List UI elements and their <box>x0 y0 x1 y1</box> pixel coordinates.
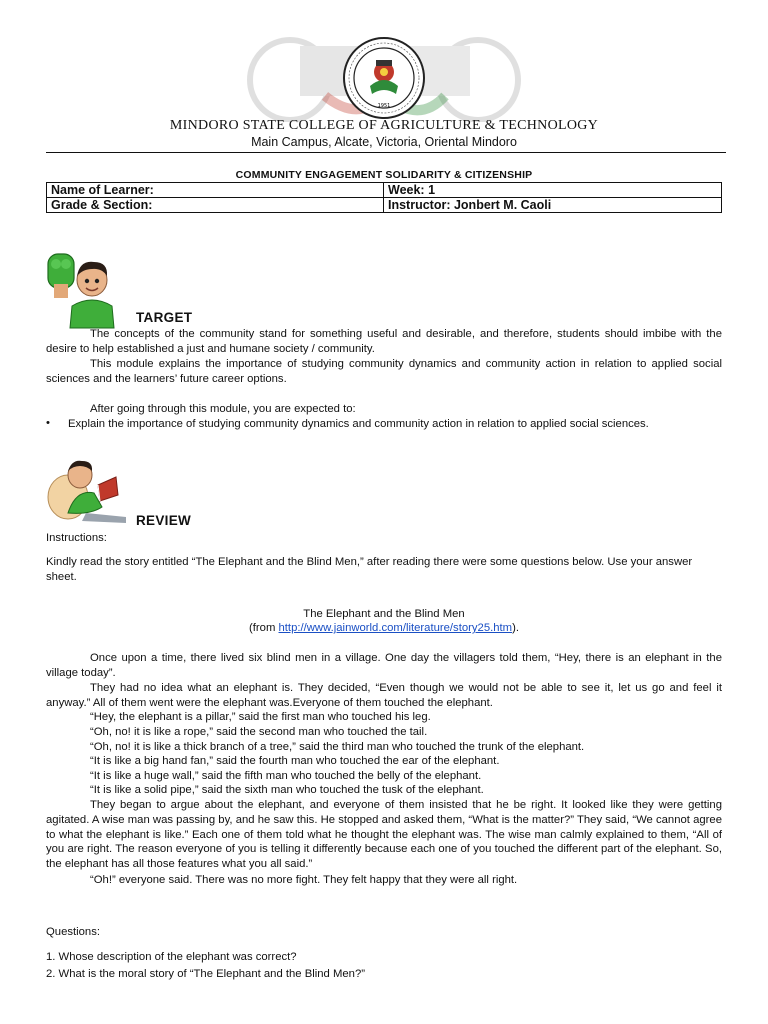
college-name: MINDORO STATE COLLEGE OF AGRICULTURE & TECHNOLOGY <box>169 118 599 133</box>
grade-section-cell[interactable]: Grade & Section: <box>47 198 384 213</box>
story-paragraph: “Oh, no! it is like a rope,” said the second man who touched the tail. <box>90 726 428 738</box>
table-row <box>47 183 722 198</box>
bullet-symbol: • <box>46 417 50 429</box>
story-paragraph: “It is like a solid pipe,” said the sixth man who touched the tusk of the elephant. <box>90 784 484 796</box>
question-item: 2. What is the moral story of “The Elephant and the Blind Men?” <box>46 968 365 980</box>
name-of-learner-cell[interactable]: Name of Learner: <box>47 183 384 198</box>
course-title: COMMUNITY ENGAGEMENT SOLIDARITY & CITIZENSHIP <box>235 169 533 181</box>
seal-year: 1951 <box>377 103 391 109</box>
story-paragraph: They had no idea what an elephant is. They decided, “Even though we would not be able to see it, let us go and feel it anyway.” All of them went were the elephant was.Everyone of them touched the elephant. <box>46 682 722 709</box>
college-logo <box>230 36 538 122</box>
review-reading-avatar-icon <box>46 455 132 527</box>
question-item: 1. Whose description of the elephant was correct? <box>46 951 297 963</box>
week-cell: Week: 1 <box>384 183 722 198</box>
target-avatar-icon <box>44 250 124 330</box>
review-heading: REVIEW <box>136 513 192 528</box>
target-heading: TARGET <box>136 310 193 325</box>
seal-graphic <box>230 36 538 122</box>
instructor-cell: Instructor: Jonbert M. Caoli <box>384 198 722 213</box>
target-paragraph-1: The concepts of the community stand for something useful and desirable, and therefore, students should imbibe with the desire to help established a just and humane society / community. <box>46 328 722 355</box>
target-paragraph-2: This module explains the importance of studying community dynamics and community action in relation to applied social sciences and the learners’ future career options. <box>46 358 722 385</box>
source-link[interactable]: http://www.jainworld.com/literature/story25.htm <box>278 622 513 634</box>
questions-label: Questions: <box>46 926 101 938</box>
story-paragraph: “It is like a big hand fan,” said the fourth man who touched the ear of the elephant. <box>90 755 500 767</box>
target-bullet-item: Explain the importance of studying community dynamics and community action in relation to applied social sciences. <box>68 418 649 430</box>
story-paragraph: They began to argue about the elephant, and everyone of them insisted that he be right. It looked like they were getting agitated. A wise man was passing by, and he saw this. He stopped and asked them, “What is the matter?” They said, “We cannot agree to what the elephant is like.” Each one of them told what he thought the elephant was. The wise man calmly explained to them, “All of you are right. The reason everyone of you is telling it differently because each one of you touched the different part of the elephant. So, the elephant has all those features what you all said.” <box>46 799 722 871</box>
story-paragraph: “Oh, no! it is like a thick branch of a tree,” said the third man who touched the trunk of the elephant. <box>90 741 585 753</box>
source-suffix: ). <box>512 622 519 634</box>
table-row <box>47 198 722 213</box>
story-paragraph: “Hey, the elephant is a pillar,” said the first man who touched his leg. <box>90 711 431 723</box>
target-paragraph-3: After going through this module, you are expected to: <box>90 403 356 415</box>
source-prefix: (from <box>249 622 279 634</box>
story-paragraph: “It is like a huge wall,” said the fifth man who touched the belly of the elephant. <box>90 770 482 782</box>
instructions-label: Instructions: <box>46 532 107 544</box>
story-source <box>46 621 722 636</box>
header-divider <box>46 152 726 153</box>
story-paragraph: Once upon a time, there lived six blind men in a village. One day the villagers told them, “Hey, there is an elephant in the village today”. <box>46 652 722 679</box>
story-title: The Elephant and the Blind Men <box>303 608 465 620</box>
campus-address: Main Campus, Alcate, Victoria, Oriental Mindoro <box>251 135 517 149</box>
learner-info-table <box>46 182 722 213</box>
instructions-text: Kindly read the story entitled “The Elephant and the Blind Men,” after reading there were some questions below. Use your answer sheet. <box>46 556 693 583</box>
story-paragraph: “Oh!” everyone said. There was no more fight. They felt happy that they were all right. <box>90 874 518 886</box>
